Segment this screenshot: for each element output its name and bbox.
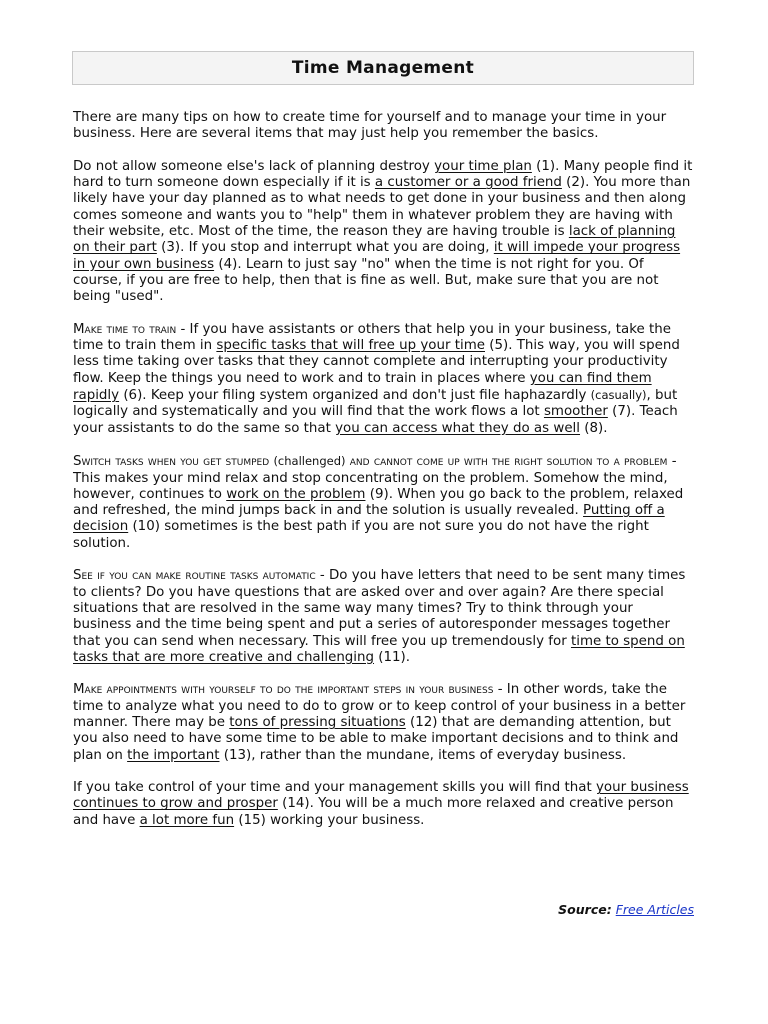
source-link[interactable]: Free Articles [615, 902, 694, 917]
paragraph [73, 110, 695, 143]
text-segment: - In other words, take the time to analyze what you need to do to grow or to keep control of your business in a better manner. There may be [73, 682, 686, 730]
paragraph [73, 568, 695, 666]
section-lead: Make appointments with yourself to do the important steps in your business [73, 682, 494, 698]
paragraph [73, 780, 695, 829]
text-segment: (12) that are demanding attention, but you also need to have some time to be able to make important decisions and to think and plan on [73, 714, 679, 763]
text-segment: (9). When you go back to the problem, relaxed and refreshed, the mind jumps back in and the solution is usually revealed. [73, 486, 684, 519]
text-segment: There are many tips on how to create time for yourself and to manage your time in your business. Here are several items that may just help you remember the basics. [73, 110, 667, 142]
underlined-phrase: smoother [543, 404, 608, 420]
text-segment: (4). Learn to just say "no" when the time is not right for you. Of course, if you are free to help, then that is fine as well. But, make sure that you are not being "used". [73, 256, 659, 305]
parenthetical: (challenged) [273, 454, 346, 469]
page-title: Time Management [291, 58, 475, 78]
text-segment: - If you have assistants or others that help you in your business, take the time to train them in [73, 321, 671, 354]
text-segment: (11). [374, 649, 411, 665]
underlined-phrase: tons of pressing situations [229, 714, 406, 730]
underlined-phrase: it will impede your progress in your own business [73, 240, 681, 272]
text-segment: (2). You more than likely have your day planned as to what needs to get done in your business and then along comes someone and wants you to "help" them in whatever problem they are having with their website, etc. Most of the time, the reason they are having trouble is [73, 175, 691, 240]
title-box [72, 51, 694, 85]
section-lead: and cannot come up with the right solution to a problem [345, 454, 668, 470]
text-segment: (10) sometimes is the best path if you are not sure you do not have the right solution. [73, 519, 649, 551]
text-segment: (5). This way, you will spend less time taking over tasks that they cannot complete and interrupting your productivity flow. Keep the things you need to work and to train in places where [73, 338, 680, 386]
paragraph [73, 322, 695, 437]
article-body [73, 110, 695, 845]
text-segment: (15) working your business. [234, 812, 425, 828]
underlined-phrase: your business continues to grow and prosper [73, 780, 689, 812]
section-lead: Switch tasks when you get stumped [73, 454, 274, 470]
paragraph [73, 159, 695, 306]
underlined-phrase: a customer or a good friend [374, 175, 562, 191]
text-segment: (14). You will be a much more relaxed and creative person and have [73, 796, 674, 828]
section-lead: See if you can make routine tasks automatic [73, 568, 316, 584]
source-line [558, 902, 694, 917]
text-segment: - Do you have letters that need to be sent many times to clients? Do you have questions that are asked over and over again? Are there special situations that are resolved in the same way many times? Try to think through your business and the time being spent and put a series of autoresponder messages together that you can send when necessary. This will free you up tremendously for [73, 568, 686, 649]
text-segment: - This makes your mind relax and stop concentrating on the problem. Somehow the mind, however, continues to [73, 454, 677, 502]
text-segment: If you take control of your time and your management skills you will find that [73, 780, 596, 796]
text-segment: (6). Keep your filing system organized and don't just file haphazardly [119, 388, 591, 404]
underlined-phrase: time to spend on tasks that are more creative and challenging [73, 633, 685, 665]
underlined-phrase: you can access what they do as well [335, 420, 581, 436]
underlined-phrase: your time plan [434, 158, 532, 174]
text-segment: (1). Many people find it hard to turn someone down especially if it is [73, 158, 693, 191]
text-segment: (3). If you stop and interrupt what you are doing, [156, 240, 494, 256]
underlined-phrase: a lot more fun [139, 812, 235, 828]
text-segment: (8). [580, 420, 608, 436]
paragraph [73, 682, 695, 763]
text-segment: (7). Teach your assistants to do the same so that [73, 404, 678, 436]
underlined-phrase: work on the problem [226, 486, 366, 502]
underlined-phrase: Putting off a decision [73, 503, 665, 535]
underlined-phrase: the important [127, 747, 220, 763]
parenthetical: (casually) [590, 388, 647, 403]
text-segment: Do not allow someone else's lack of planning destroy [73, 158, 435, 174]
source-label: Source: [558, 902, 612, 917]
text-segment: (13), rather than the mundane, items of everyday business. [219, 747, 627, 763]
paragraph [73, 453, 695, 552]
section-lead: Make time to train [73, 321, 177, 337]
text-segment: , but logically and systematically and you will find that the work flows a lot [73, 388, 678, 420]
underlined-phrase: specific tasks that will free up your time [216, 338, 485, 354]
underlined-phrase: you can find them rapidly [73, 370, 652, 404]
underlined-phrase: lack of planning on their part [73, 224, 676, 256]
